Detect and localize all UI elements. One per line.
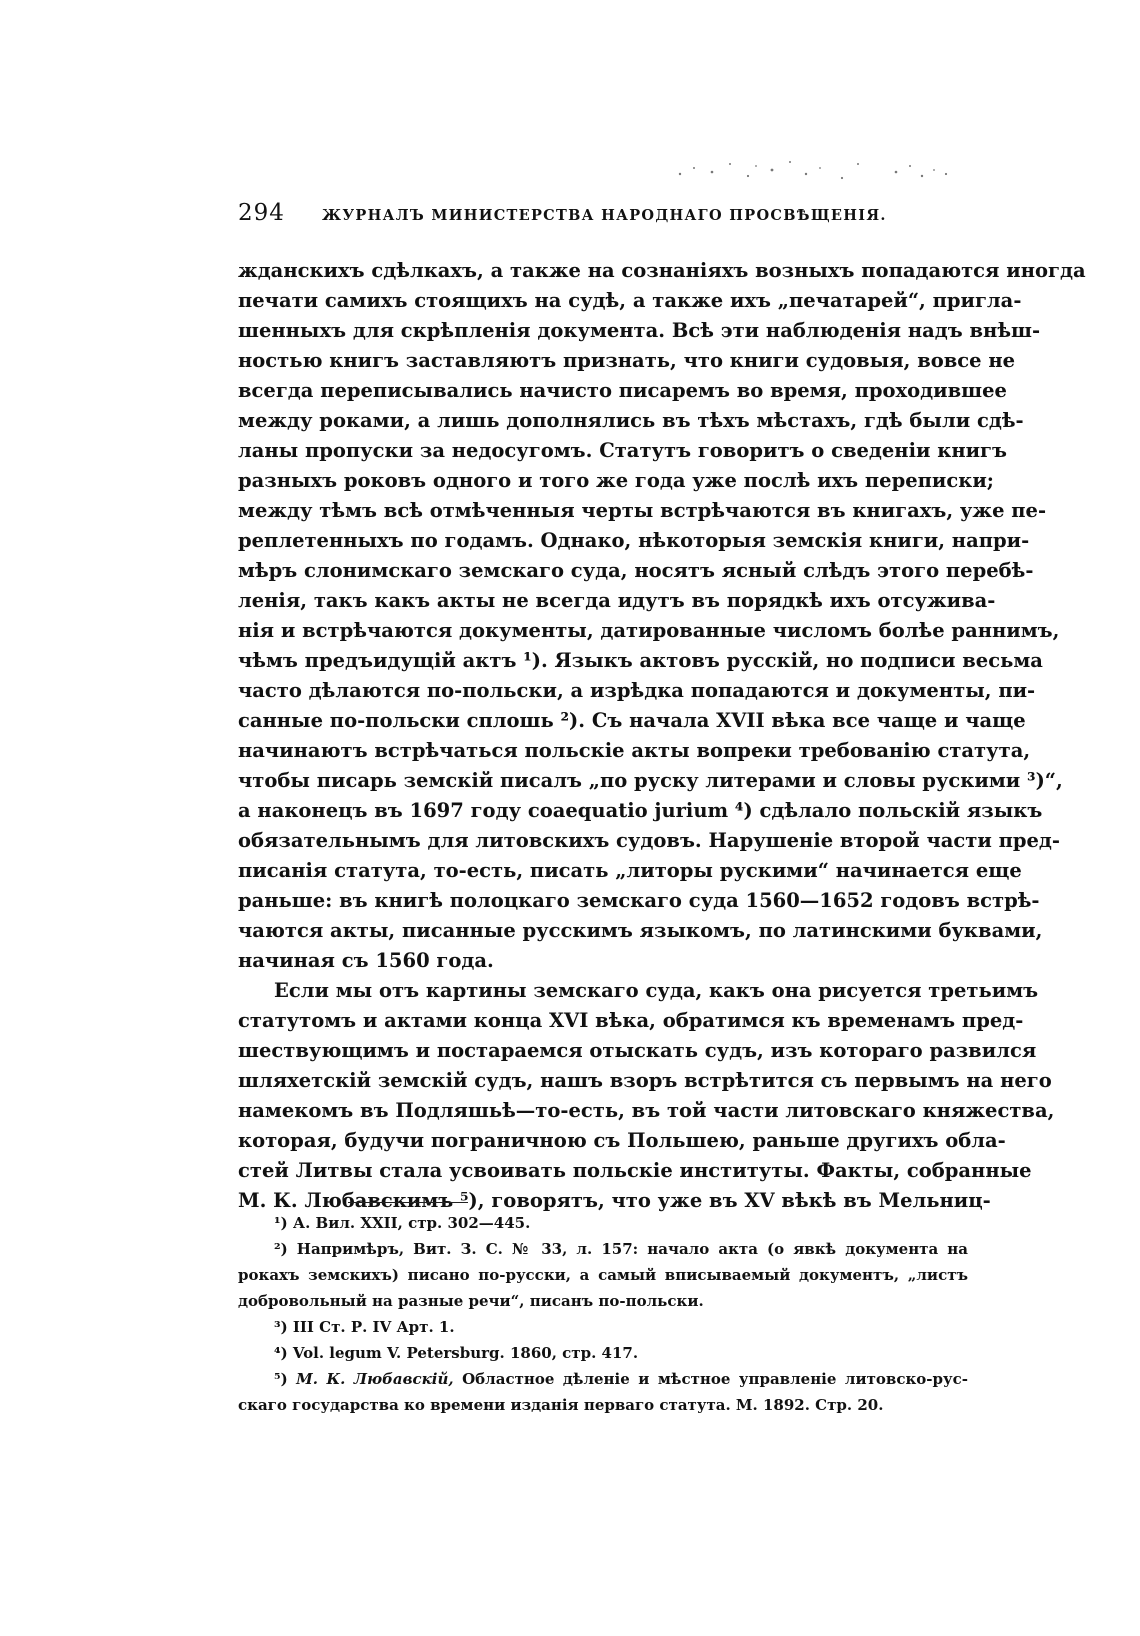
footnote-5-title: Областное дѣленіе и мѣстное управленіе литовско-рус- <box>462 1370 968 1388</box>
text-line: ленія, такъ какъ акты не всегда идутъ въ порядкѣ ихъ отсуживa- <box>238 589 996 612</box>
text-line: между тѣмъ всѣ отмѣченныя черты встрѣчаются въ книгахъ, уже пе- <box>238 499 1047 522</box>
text-line: намекомъ въ Подляшьѣ—то-есть, въ той части литовскаго княжества, <box>238 1099 1055 1122</box>
footnote-5-end: скаго государства ко времени изданія перваго статута. М. 1892. Стр. 20. <box>238 1396 884 1414</box>
text-line: писанія статута, то-есть, писать „литоры рускими“ начинается еще <box>238 859 1022 882</box>
text-line: Если мы отъ картины земскаго суда, какъ она рисуется третьимъ <box>274 979 1039 1002</box>
body-text <box>238 256 1086 1216</box>
text-line: шенныхъ для скрѣпленія документа. Всѣ эти наблюденія надъ внѣш- <box>238 319 1041 342</box>
text-line: разныхъ роковъ одного и того же года уже послѣ ихъ переписки; <box>238 469 994 492</box>
footnote-divider <box>348 1202 468 1203</box>
footnote-4: ⁴) Vol. legum V. Petersburg. 1860, стр. 417. <box>274 1344 639 1362</box>
text-line: которая, будучи пограничною съ Польшею, раньше другихъ обла- <box>238 1129 1006 1152</box>
text-line: печати самихъ стоящихъ на судѣ, а также ихъ „печатарей“, пригла- <box>238 289 1022 312</box>
text-line: чѣмъ предъидущій актъ ¹). Языкъ актовъ русскій, но подписи весьма <box>238 649 1043 672</box>
text-line: чтобы писарь земскій писалъ „по руску литерами и словы рускими ³)“, <box>238 769 1063 792</box>
page-number: 294 <box>238 200 285 226</box>
footnote-5 <box>238 1366 968 1392</box>
text-line: начинаютъ встрѣчаться польскіе акты вопреки требованію статута, <box>238 739 1031 762</box>
footnote-2-end: добровольный на разные речи“, писанъ по-польски. <box>238 1292 704 1310</box>
running-head: ЖУРНАЛЪ МИНИСТЕРСТВА НАРОДНАГО ПРОСВѢЩЕНІЯ. <box>322 207 887 224</box>
text-line: шляхетскій земскій судъ, нашъ взоръ встрѣтится съ первымъ на него <box>238 1069 1052 1092</box>
page-header <box>238 200 968 234</box>
footnote-2: ²) Напримѣръ, Вит. З. С. № 33, л. 157: начало акта (о явкѣ документа на <box>274 1240 968 1258</box>
scan-speckle-marks <box>660 152 960 192</box>
text-line: жданскихъ сдѣлкахъ, а также на сознаніяхъ возныхъ попадаются иногда <box>238 259 1086 282</box>
footnotes <box>238 1210 968 1418</box>
footnote-3: ³) III Ст. Р. IV Арт. 1. <box>274 1318 455 1336</box>
footnote-2-cont: рокахъ земскихъ) писано по-русски, а самый вписываемый документъ, „листъ <box>238 1266 968 1284</box>
text-line: статутомъ и актами конца XVI вѣка, обратимся къ временамъ пред- <box>238 1009 1024 1032</box>
text-line: ностью книгъ заставляютъ признать, что книги судовыя, вовсе не <box>238 349 1016 372</box>
text-line: стей Литвы стала усвоивать польскіе институты. Факты, собранные <box>238 1159 1032 1182</box>
text-line: между роками, а лишь дополнялись въ тѣхъ мѣстахъ, гдѣ были сдѣ- <box>238 409 1024 432</box>
text-line: обязательнымъ для литовскихъ судовъ. Нарушеніе второй части пред- <box>238 829 1060 852</box>
text-line: раньше: въ книгѣ полоцкаго земскаго суда 1560—1652 годовъ встрѣ- <box>238 889 1040 912</box>
text-line: шествующимъ и постараемся отыскать судъ, изъ котораго развился <box>238 1039 1037 1062</box>
text-line: санные по-польски сплошь ²). Съ начала XVII вѣка все чаще и чаще <box>238 709 1026 732</box>
footnote-5-author: М. К. Любавскій, <box>296 1370 454 1388</box>
text-line: часто дѣлаются по-польски, а изрѣдка попадаются и документы, пи- <box>238 679 1036 702</box>
text-line: М. К. Любавскимъ ⁵), говорятъ, что уже въ XV вѣкѣ въ Мельниц- <box>238 1189 991 1212</box>
text-line: начиная съ 1560 года. <box>238 949 494 972</box>
text-line: всегда переписывались начисто писаремъ во время, проходившее <box>238 379 1007 402</box>
text-line: нія и встрѣчаются документы, датированные числомъ болѣе раннимъ, <box>238 619 1060 642</box>
text-line: а наконецъ въ 1697 году coaequatio jurium ⁴) сдѣлало польскій языкъ <box>238 799 1043 822</box>
footnote-5-marker: ⁵) <box>274 1370 288 1388</box>
text-line: чаются акты, писанные русскимъ языкомъ, по латинскими буквами, <box>238 919 1043 942</box>
text-line: ланы пропуски за недосугомъ. Статутъ говоритъ о сведеніи книгъ <box>238 439 1007 462</box>
footnote-1: ¹) А. Вил. XXII, стр. 302—445. <box>274 1214 531 1232</box>
text-line: мѣръ слонимскаго земскаго суда, носятъ ясный слѣдъ этого перебѣ- <box>238 559 1034 582</box>
text-line: реплетенныхъ по годамъ. Однако, нѣкоторыя земскія книги, напри- <box>238 529 1030 552</box>
